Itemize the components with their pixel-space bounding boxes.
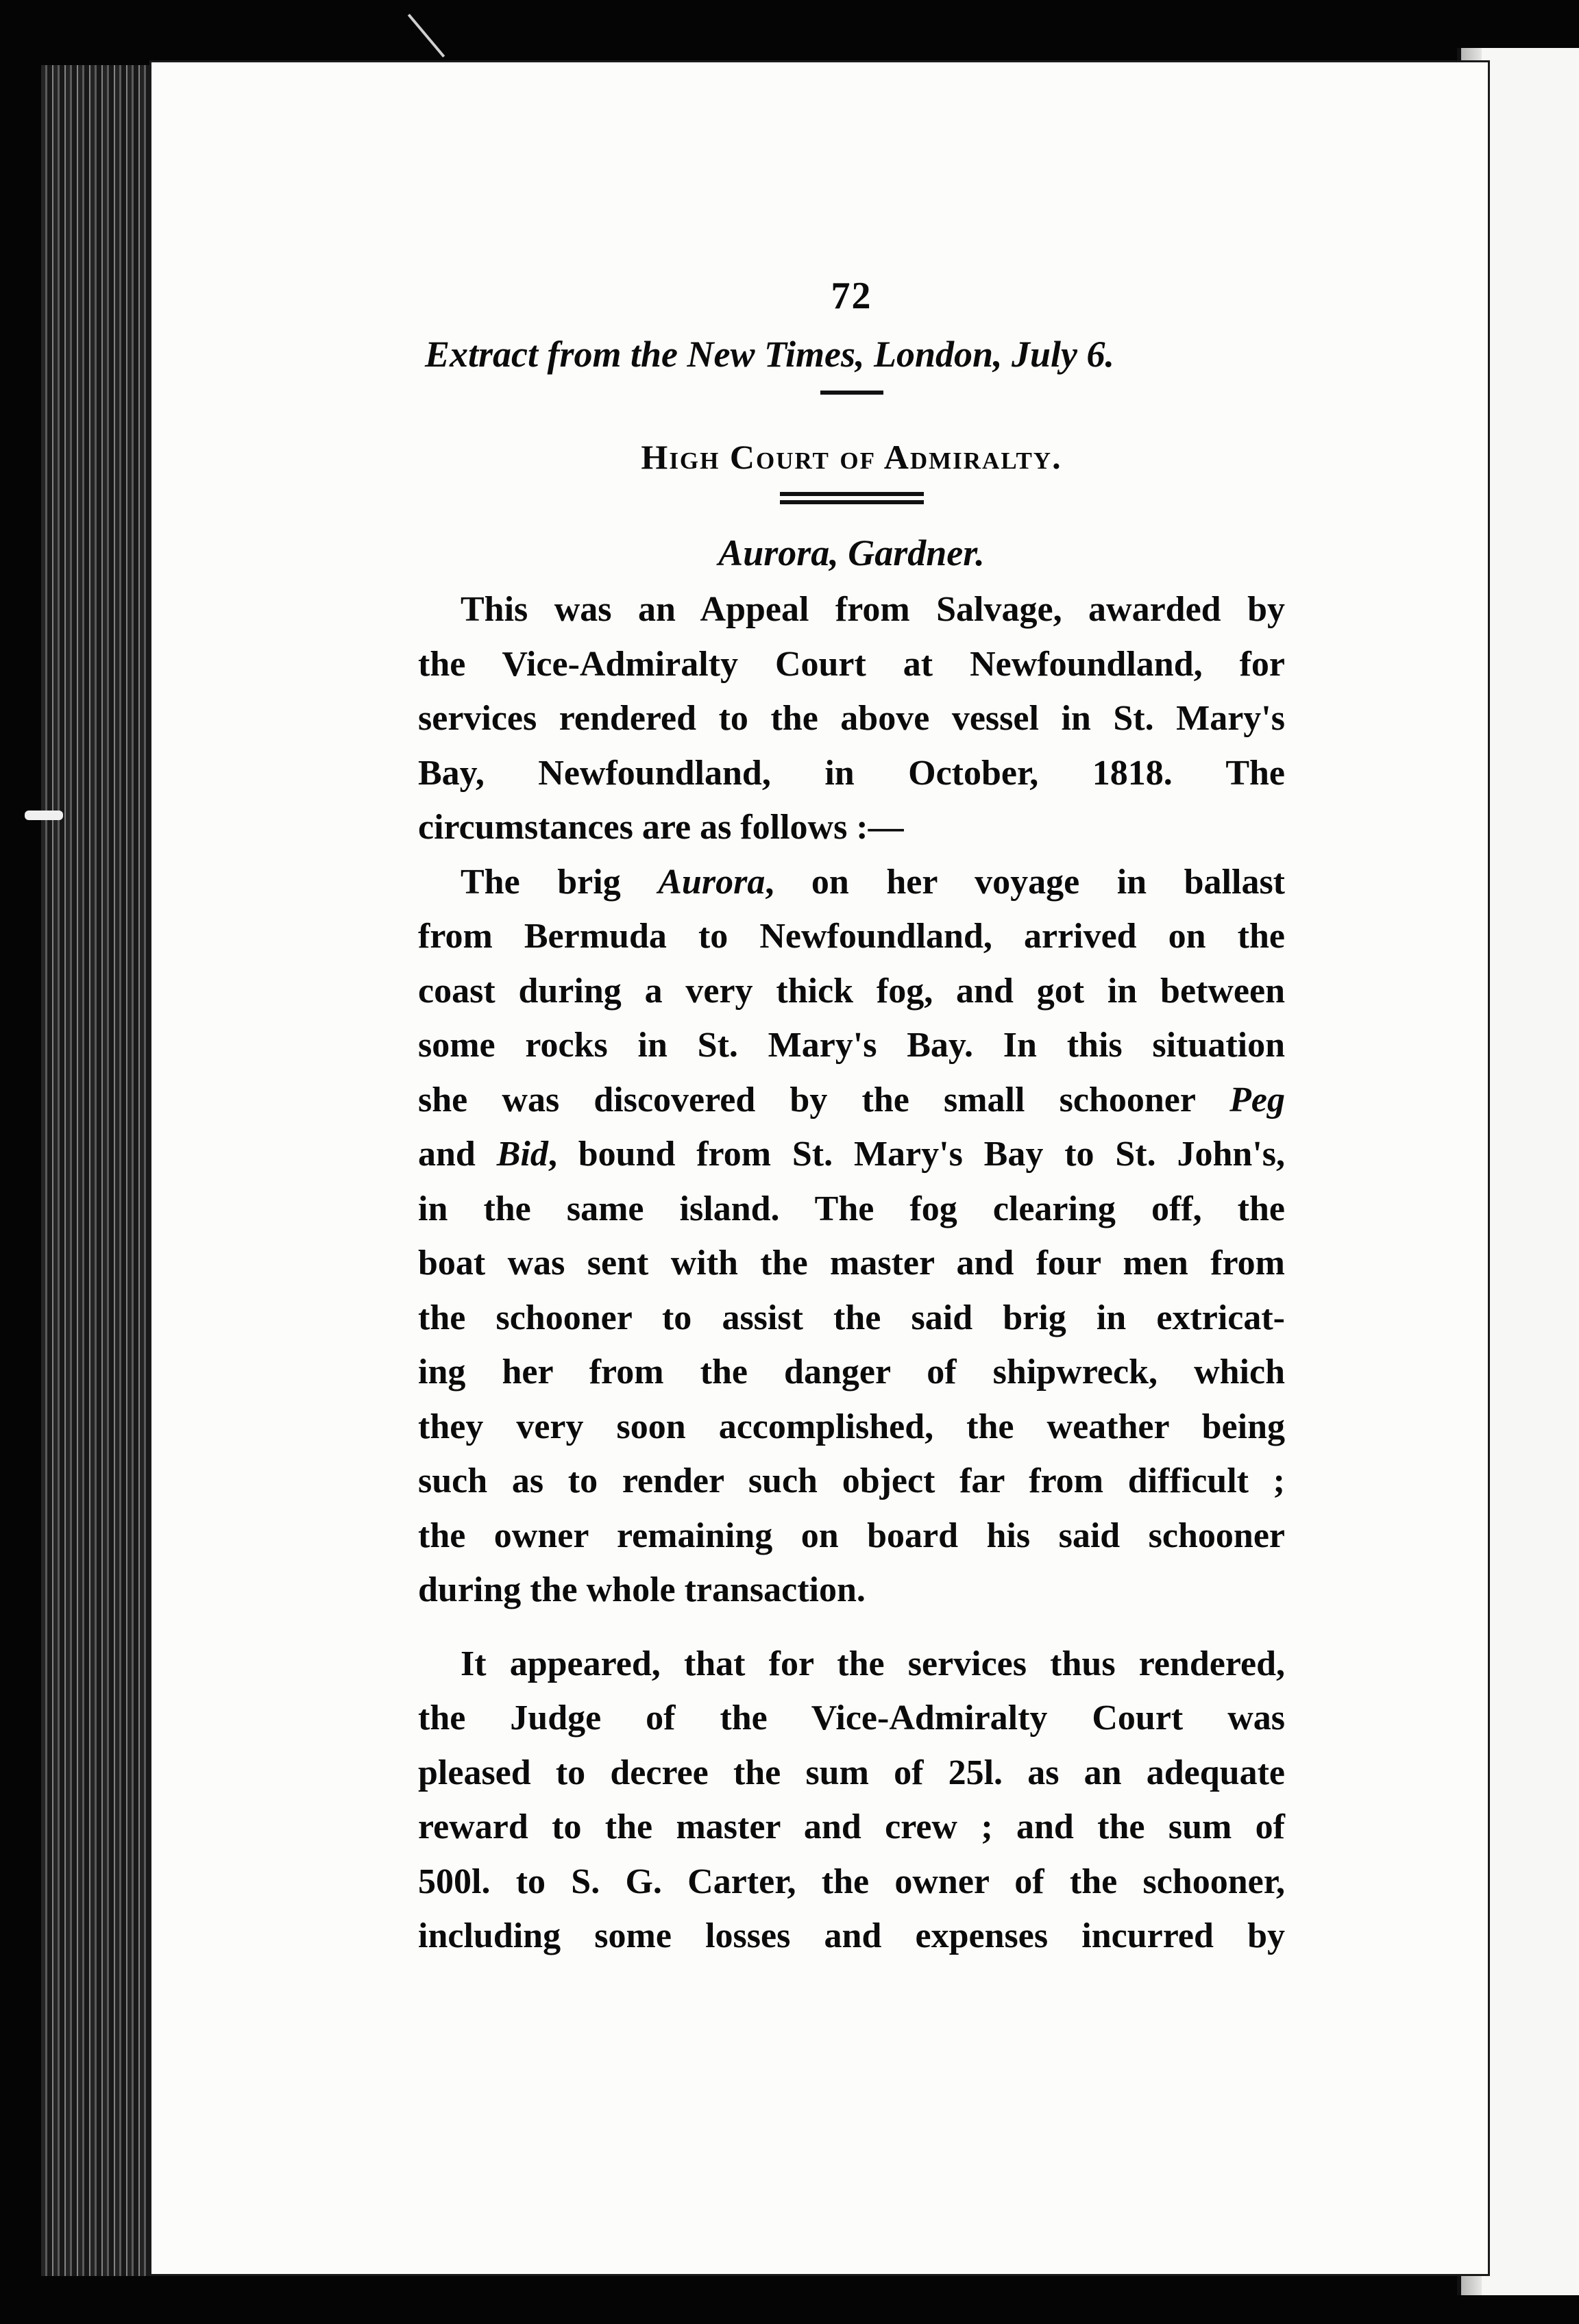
- text-line: they very soon accomplished, the weather being: [418, 1407, 1285, 1446]
- text-line: This was an Appeal from Salvage, awarded by: [461, 590, 1285, 630]
- scan-artifact-mark: [25, 811, 63, 820]
- text-line: ing her from the danger of shipwreck, which: [418, 1352, 1285, 1392]
- paragraph-1: [418, 582, 1285, 855]
- text-line: she was discovered by the small schooner Peg: [418, 1080, 1285, 1120]
- section-divider: [780, 492, 924, 504]
- text-line: and Bid, bound from St. Mary's Bay to St. John's,: [418, 1135, 1285, 1174]
- text-line: some rocks in St. Mary's Bay. In this situation: [418, 1026, 1285, 1065]
- case-name: Aurora, Gardner.: [718, 532, 985, 574]
- text-line: reward to the master and crew ; and the sum of: [418, 1807, 1285, 1847]
- page-number: 72: [831, 275, 872, 317]
- heading-rule: [820, 391, 883, 395]
- text-line: 500l. to S. G. Carter, the owner of the schooner,: [418, 1862, 1285, 1901]
- text-line: pleased to decree the sum of 25l. as an adequate: [418, 1753, 1285, 1792]
- text-line: It appeared, that for the services thus rendered,: [461, 1644, 1285, 1683]
- text-line: the owner remaining on board his said schooner: [418, 1516, 1285, 1555]
- text-line: The brig Aurora, on her voyage in ballast: [461, 862, 1285, 902]
- page-text: [418, 274, 1285, 1964]
- scan-artifact-line: [408, 14, 445, 58]
- book-page-edges: [41, 65, 149, 2276]
- text-line: such as to render such object far from difficult ;: [418, 1461, 1285, 1501]
- text-line: the Judge of the Vice-Admiralty Court was: [418, 1698, 1285, 1738]
- text-line: from Bermuda to Newfoundland, arrived on the: [418, 917, 1285, 956]
- text-line: services rendered to the above vessel in St. Mary's: [418, 699, 1285, 739]
- text-line: in the same island. The fog clearing off, the: [418, 1189, 1285, 1228]
- text-line: during the whole transaction.: [418, 1570, 866, 1610]
- text-line: circumstances are as follows :—: [418, 808, 904, 848]
- paragraph-2: [418, 855, 1285, 1618]
- paragraph-gap: [418, 1618, 1285, 1637]
- text-line: boat was sent with the master and four men from: [418, 1244, 1285, 1283]
- text-line: coast during a very thick fog, and got in between: [418, 971, 1285, 1011]
- court-heading: High Court of Admiralty.: [641, 438, 1062, 477]
- text-line: the Vice-Admiralty Court at Newfoundland, for: [418, 644, 1285, 684]
- text-line: Bay, Newfoundland, in October, 1818. The: [418, 753, 1285, 793]
- text-line: the schooner to assist the said brig in extricat-: [418, 1298, 1285, 1337]
- text-line: including some losses and expenses incurred by: [418, 1916, 1285, 1956]
- extract-heading: Extract from the New Times, London, July 6.: [425, 334, 1115, 375]
- paragraph-3: [418, 1637, 1285, 1964]
